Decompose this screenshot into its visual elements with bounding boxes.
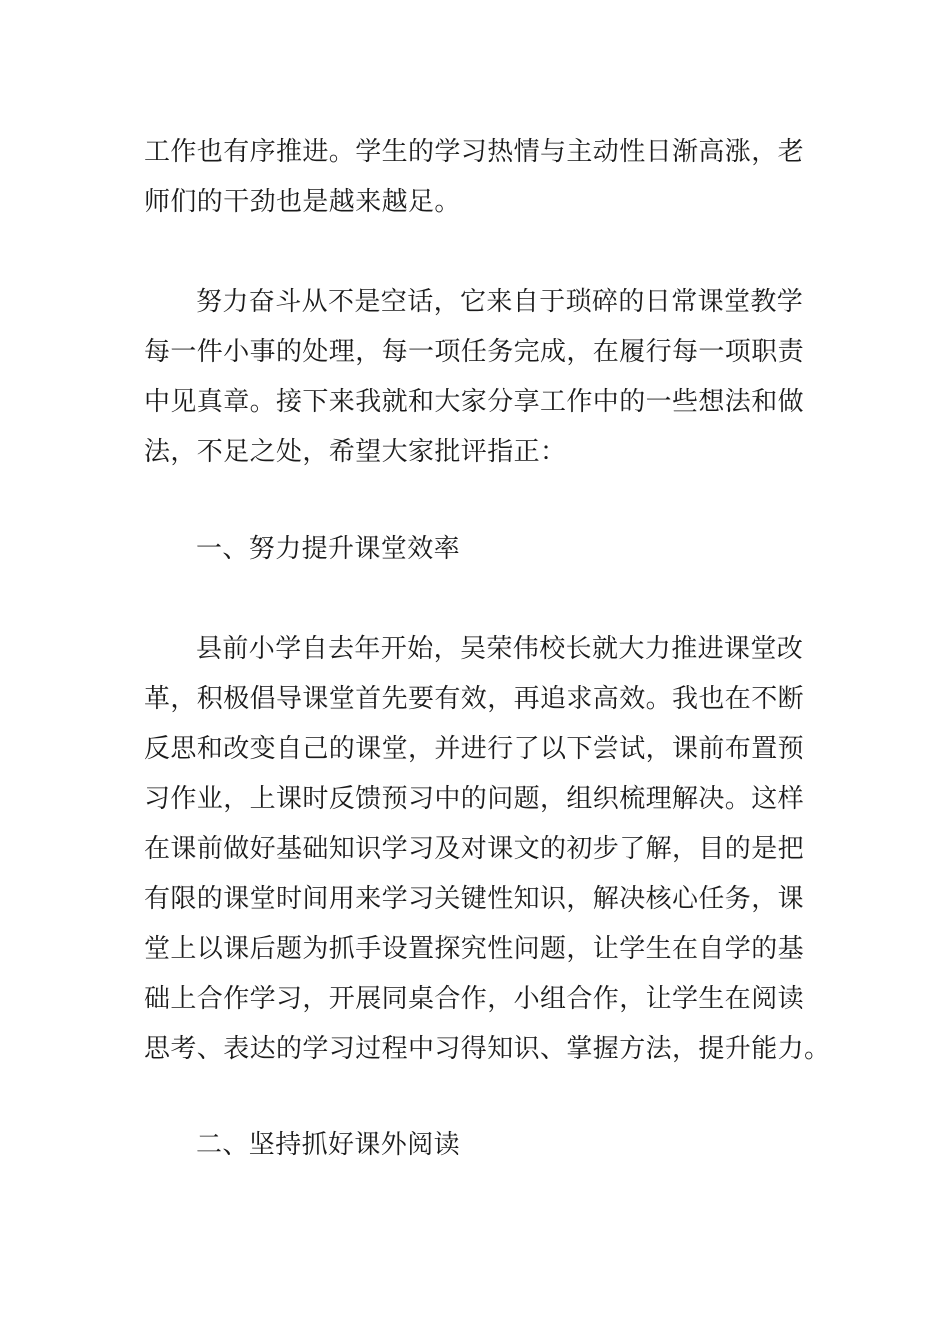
paragraph-intro bbox=[144, 277, 810, 477]
paragraph-classroom-efficiency bbox=[144, 624, 831, 1074]
section-heading-1: 一、努力提升课堂效率 bbox=[196, 534, 461, 564]
text-line: 反思和改变自己的课堂，并进行了以下尝试，课前布置预 bbox=[144, 734, 805, 764]
text-line: 在课前做好基础知识学习及对课文的初步了解，目的是把 bbox=[144, 834, 805, 864]
text-line: 堂上以课后题为抓手设置探究性问题，让学生在自学的基 bbox=[144, 934, 805, 964]
paragraph-continuation bbox=[144, 127, 810, 227]
text-line: 习作业，上课时反馈预习中的问题，组织梳理解决。这样 bbox=[144, 784, 805, 814]
text-line: 工作也有序推进。学生的学习热情与主动性日渐高涨，老 bbox=[144, 137, 805, 167]
section-heading-2: 二、坚持抓好课外阅读 bbox=[196, 1130, 461, 1160]
text-line: 法，不足之处，希望大家批评指正： bbox=[144, 437, 567, 467]
text-line: 革，积极倡导课堂首先要有效，再追求高效。我也在不断 bbox=[144, 684, 805, 714]
text-line: 县前小学自去年开始，吴荣伟校长就大力推进课堂改 bbox=[196, 634, 804, 664]
text-line: 有限的课堂时间用来学习关键性知识，解决核心任务，课 bbox=[144, 884, 805, 914]
text-line: 师们的干劲也是越来越足。 bbox=[144, 187, 461, 217]
text-line: 中见真章。接下来我就和大家分享工作中的一些想法和做 bbox=[144, 387, 805, 417]
text-line: 础上合作学习，开展同桌合作，小组合作，让学生在阅读 bbox=[144, 984, 805, 1014]
text-line: 每一件小事的处理，每一项任务完成，在履行每一项职责 bbox=[144, 337, 805, 367]
text-line: 努力奋斗从不是空话，它来自于琐碎的日常课堂教学 bbox=[196, 287, 804, 317]
text-line: 思考、表达的学习过程中习得知识、掌握方法，提升能力。 bbox=[144, 1034, 831, 1064]
